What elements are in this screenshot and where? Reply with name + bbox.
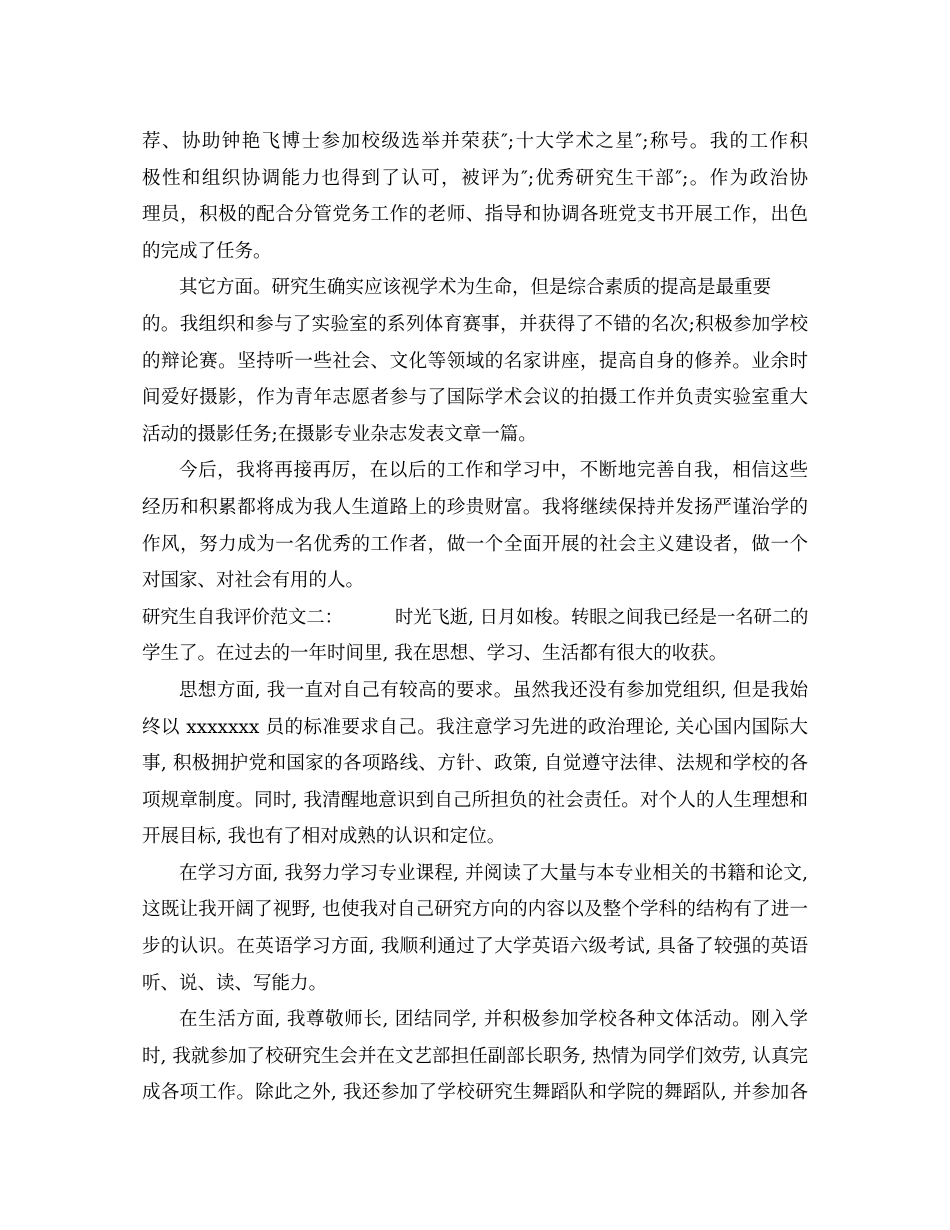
text-line: 作风，努力成为一名优秀的工作者，做一个全面开展的社会主义建设者，做一个 — [142, 533, 808, 555]
text-line: 的完成了任务。 — [142, 240, 272, 262]
text-line: 思想方面, 我一直对自己有较高的要求。虽然我还没有参加党组织, 但是我始 — [179, 679, 808, 701]
section-heading: 研究生自我评价范文二： — [142, 606, 343, 628]
text-line: 间爱好摄影，作为青年志愿者参与了国际学术会议的拍摄工作并负责实验室重大 — [142, 387, 808, 409]
text-line: 事, 积极拥护党和国家的各项路线、方针、政策, 自觉遵守法律、法规和学校的各 — [142, 753, 808, 775]
document-body — [142, 124, 808, 1112]
text-line: 在学习方面, 我努力学习专业课程, 并阅读了大量与本专业相关的书籍和论文, — [179, 862, 808, 884]
text-line: 开展目标, 我也有了相对成熟的认识和定位。 — [142, 826, 506, 848]
text-line: 步的认识。在英语学习方面, 我顺利通过了大学英语六级考试, 具备了较强的英语 — [142, 936, 808, 958]
text-line: 理员，积极的配合分管党务工作的老师、指导和协调各班党支书开展工作，出色 — [142, 204, 808, 226]
text-line: 对国家、对社会有用的人。 — [142, 570, 365, 592]
text-span: 时光飞逝, 日月如梭。转眼之间我已经是一名研二的 — [394, 606, 809, 628]
text-line: 活动的摄影任务;在摄影专业杂志发表文章一篇。 — [142, 423, 537, 445]
text-line: 极性和组织协调能力也得到了认可，被评为″;优秀研究生干部″;。作为政治协 — [142, 167, 808, 189]
text-line: 学生了。在过去的一年时间里, 我在思想、学习、生活都有很大的收获。 — [142, 643, 728, 665]
text-line: 在生活方面, 我尊敬师长, 团结同学, 并积极参加学校各种文体活动。刚入学 — [179, 1009, 808, 1031]
text-line: 的辩论赛。坚持听一些社会、文化等领域的名家讲座，提高自身的修养。业余时 — [142, 350, 808, 372]
text-line: 经历和积累都将成为我人生道路上的珍贵财富。我将继续保持并发扬严谨治学的 — [142, 496, 808, 518]
text-line: 时, 我就参加了校研究生会并在文艺部担任副部长职务, 热情为同学们效劳, 认真完 — [142, 1045, 808, 1067]
text-line: 今后，我将再接再厉，在以后的工作和学习中，不断地完善自我，相信这些 — [179, 460, 808, 482]
text-line: 的。我组织和参与了实验室的系列体育赛事，并获得了不错的名次;积极参加学校 — [142, 313, 808, 335]
text-line: 这既让我开阔了视野, 也使我对自己研究方向的内容以及整个学科的结构有了进一 — [142, 899, 808, 921]
text-line: 荐、协助钟艳飞博士参加校级选举并荣获″;十大学术之星″;称号。我的工作积 — [142, 131, 808, 152]
text-line: 成各项工作。除此之外, 我还参加了学校研究生舞蹈队和学院的舞蹈队, 并参加各 — [142, 1082, 808, 1104]
text-line: 其它方面。研究生确实应该视学术为生命，但是综合素质的提高是最重要 — [179, 277, 772, 299]
text-line: 听、说、读、写能力。 — [142, 972, 328, 994]
text-line: 终以 xxxxxxx 员的标准要求自己。我注意学习先进的政治理论, 关心国内国际大 — [142, 716, 808, 738]
section-heading-line — [142, 600, 808, 637]
text-line: 项规章制度。同时, 我清醒地意识到自己所担负的社会责任。对个人的人生理想和 — [142, 789, 808, 811]
